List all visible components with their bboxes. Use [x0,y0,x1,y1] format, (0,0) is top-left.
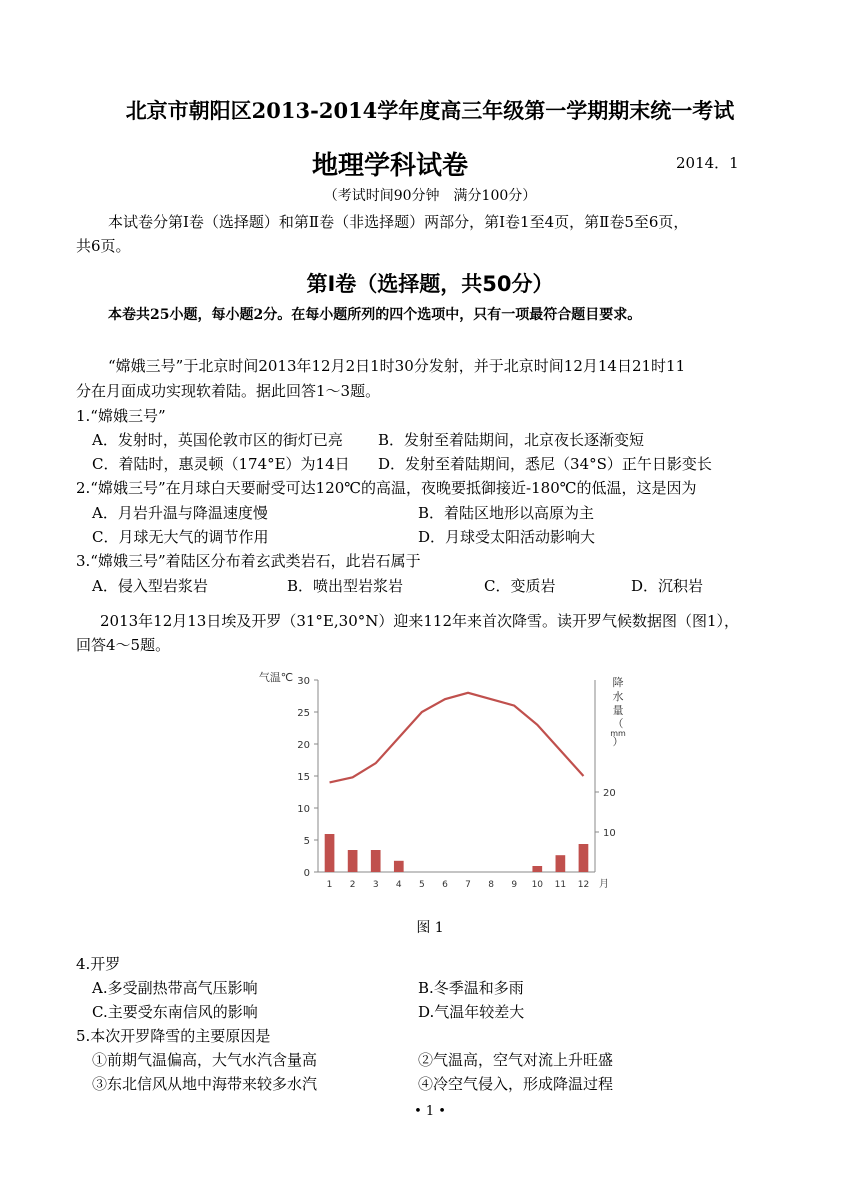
q3-option-d: D．沉积岩 [631,577,704,595]
precipitation-bar [371,850,381,872]
y-left-tick-label: 15 [297,772,310,783]
y-left-tick-label: 25 [297,708,310,719]
q1-option-b: B．发射至着陆期间，北京夜长逐渐变短 [378,431,645,449]
figure-caption: 图 1 [416,920,444,936]
q2-option-b: B．着陆区地形以高原为主 [418,504,595,522]
section-instruction: 本卷共25小题，每小题2分。在每小题所列的四个选项中，只有一项最符合题目要求。 [108,307,642,323]
q3-option-a: A．侵入型岩浆岩 [92,577,208,595]
intro-line-2: 共6页。 [76,237,131,255]
precipitation-bar [394,861,404,872]
q5-option-2: ②气温高，空气对流上升旺盛 [418,1051,614,1069]
x-tick-label: 10 [531,880,544,890]
passage1-line-1: “嫦娥三号”于北京时间2013年12月2日1时30分发射，并于北京时间12月14日21时11 [108,357,686,375]
precipitation-bar [325,834,335,872]
x-axis-unit: 月 [599,879,609,890]
y-left-axis-label: 气温℃ [258,671,294,684]
precipitation-bar [348,850,358,872]
q4-option-b: B.冬季温和多雨 [418,979,524,997]
x-tick-label: 6 [442,880,448,890]
exam-title: 北京市朝阳区2013-2014学年度高三年级第一学期期末统一考试 [125,98,735,123]
passage1-line-2: 分在月面成功实现软着陆。据此回答1～3题。 [76,382,381,400]
q2-option-a: A．月岩升温与降温速度慢 [92,504,268,522]
y-left-tick-label: 0 [303,868,310,879]
q3-option-b: B．喷出型岩浆岩 [287,577,404,595]
q4-option-a: A.多受副热带高气压影响 [92,979,258,997]
q4-option-c: C.主要受东南信风的影响 [92,1003,258,1021]
q1-stem: 1.“嫦娥三号” [76,407,166,425]
exam-note: （考试时间90分钟 满分100分） [323,188,537,204]
q5-option-4: ④冷空气侵入，形成降温过程 [418,1075,614,1093]
q1-option-d: D．发射至着陆期间，悉尼（34°S）正午日影变长 [378,455,712,473]
subject-title: 地理学科试卷 [312,151,469,181]
q5-stem: 5.本次开罗降雪的主要原因是 [76,1027,271,1045]
page-number: • 1 • [414,1104,446,1119]
y-left-tick-label: 30 [297,676,310,687]
y-right-axis-label-part: （ [612,717,624,730]
y-right-axis-label-part: 水 [612,690,624,703]
y-right-tick-label: 20 [603,788,616,799]
x-tick-label: 12 [577,880,590,890]
x-tick-label: 9 [511,880,518,890]
q5-option-1: ①前期气温偏高，大气水汽含量高 [92,1051,318,1069]
q1-option-a: A．发射时，英国伦敦市区的街灯已亮 [92,431,343,449]
q1-option-c: C．着陆时，惠灵顿（174°E）为14日 [92,455,350,473]
y-right-tick-label: 10 [603,828,616,839]
x-tick-label: 1 [326,880,333,890]
precipitation-bar [579,844,589,872]
precipitation-bar [532,866,542,872]
precipitation-bar [556,855,566,872]
section-title: 第Ⅰ卷（选择题，共50分） [306,272,554,296]
climate-chart [250,668,626,898]
q2-option-d: D．月球受太阳活动影响大 [418,528,596,546]
x-tick-label: 2 [349,880,356,890]
q2-stem: 2.“嫦娥三号”在月球白天要耐受可达120℃的高温，夜晚要抵御接近-180℃的低温，这是因为 [76,479,697,497]
y-right-axis-label-part: 量 [612,704,624,717]
passage2-line-1: 2013年12月13日埃及开罗（31°E,30°N）迎来112年来首次降雪。读开罗气候数据图（图1）， [100,612,740,630]
y-right-axis-label-part: ） [612,735,624,748]
temperature-line [330,693,584,783]
q4-stem: 4.开罗 [76,955,121,973]
x-tick-label: 7 [465,880,471,890]
y-right-axis-label-part: 降 [612,676,624,689]
y-left-tick-label: 10 [297,804,310,815]
q5-option-3: ③东北信风从地中海带来较多水汽 [92,1075,318,1093]
x-tick-label: 4 [395,880,402,890]
q2-option-c: C．月球无大气的调节作用 [92,528,269,546]
exam-date: 2014．1 [676,154,739,172]
intro-line-1: 本试卷分第Ⅰ卷（选择题）和第Ⅱ卷（非选择题）两部分，第Ⅰ卷1至4页，第Ⅱ卷5至6页， [108,213,689,231]
q4-option-d: D.气温年较差大 [418,1003,525,1021]
x-tick-label: 5 [419,880,425,890]
y-left-tick-label: 20 [297,740,310,751]
x-tick-label: 3 [372,880,379,890]
q3-stem: 3.“嫦娥三号”着陆区分布着玄武类岩石，此岩石属于 [76,552,421,570]
x-tick-label: 11 [554,880,567,890]
y-right-axis-label-part: mm [610,729,626,738]
x-tick-label: 8 [488,880,494,890]
y-left-tick-label: 5 [303,836,310,847]
q3-option-c: C．变质岩 [484,577,556,595]
passage2-line-2: 回答4～5题。 [76,636,171,654]
